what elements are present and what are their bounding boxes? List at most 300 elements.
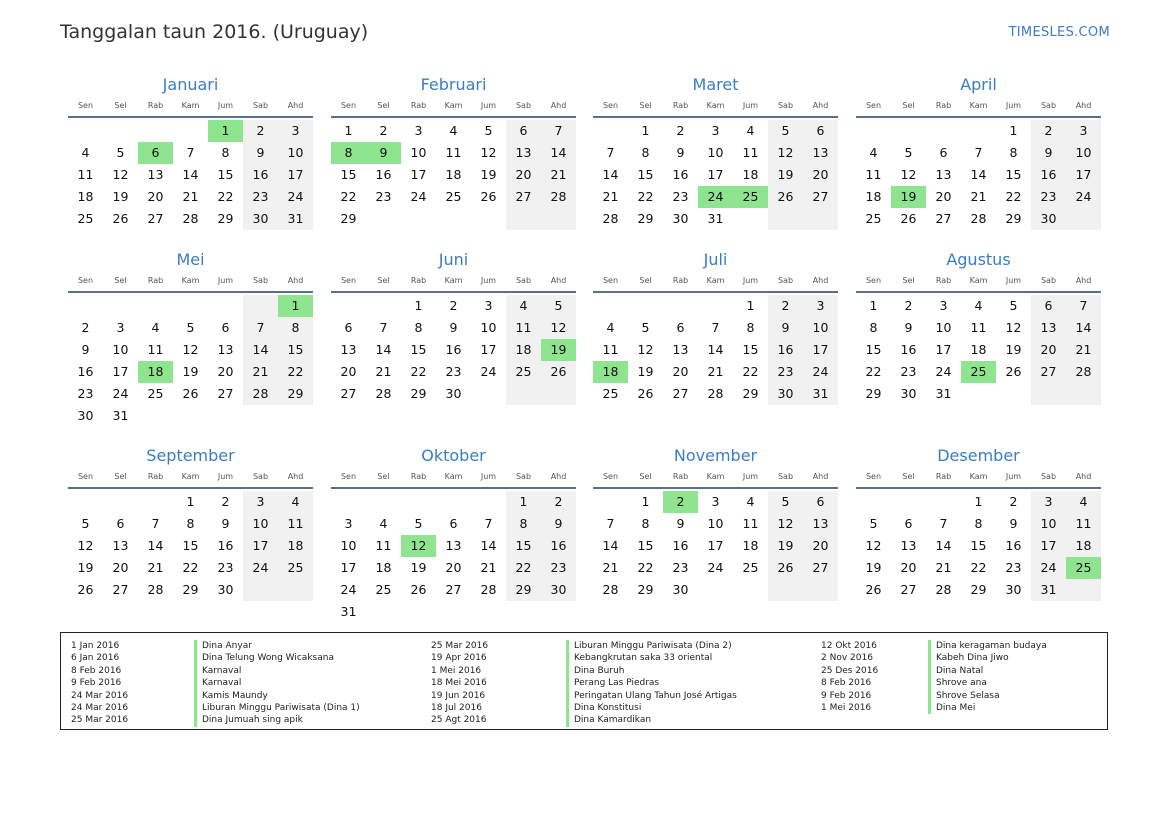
- day-cell: 6: [116, 516, 125, 531]
- day-cell: 17: [1040, 538, 1057, 553]
- day-cell: 22: [515, 560, 532, 575]
- day-grid: [856, 293, 1101, 428]
- holiday-day-cell: 2: [663, 491, 698, 513]
- day-cell: 3: [344, 516, 353, 531]
- day-cell: 13: [1040, 320, 1057, 335]
- day-cell: 24: [707, 560, 724, 575]
- day-cell: 21: [602, 560, 619, 575]
- day-cell: 28: [602, 211, 619, 226]
- day-cell: 6: [221, 320, 230, 335]
- day-cell: 30: [900, 386, 917, 401]
- day-cell: 10: [480, 320, 497, 335]
- day-cell: 11: [742, 516, 759, 531]
- day-cell: 4: [291, 494, 300, 509]
- holiday-day-cell: 12: [401, 535, 436, 557]
- weekday-label: Jum: [217, 472, 234, 481]
- day-cell: 5: [641, 320, 650, 335]
- holiday-day-cell: 1: [208, 120, 243, 142]
- weekday-label: Sel: [377, 276, 390, 285]
- day-cell: 23: [777, 364, 794, 379]
- day-cell: 26: [550, 364, 567, 379]
- day-grid: [331, 118, 576, 253]
- day-cell: 12: [637, 342, 654, 357]
- day-cell: 2: [554, 494, 563, 509]
- day-cell: 15: [637, 167, 654, 182]
- legend-date: 25 Agt 2016: [431, 715, 487, 726]
- day-cell: 11: [970, 320, 987, 335]
- holiday-day-cell: 8: [331, 142, 366, 164]
- day-cell: 17: [287, 167, 304, 182]
- day-cell: 10: [252, 516, 269, 531]
- day-cell: 20: [445, 560, 462, 575]
- day-cell: 3: [711, 494, 720, 509]
- day-cell: 12: [112, 167, 129, 182]
- weekday-label: Rab: [672, 101, 689, 110]
- day-cell: 20: [812, 538, 829, 553]
- day-cell: 7: [379, 320, 388, 335]
- day-cell: 5: [81, 516, 90, 531]
- day-cell: 15: [742, 342, 759, 357]
- day-cell: 21: [147, 560, 164, 575]
- day-cell: 18: [970, 342, 987, 357]
- weekday-header: [856, 472, 1101, 484]
- day-cell: 1: [519, 494, 528, 509]
- day-cell: 11: [445, 145, 462, 160]
- day-cell: 22: [637, 189, 654, 204]
- day-cell: 2: [781, 298, 790, 313]
- day-cell: 5: [554, 298, 563, 313]
- legend-names-1: [194, 640, 360, 727]
- day-cell: 1: [414, 298, 423, 313]
- day-cell: 14: [480, 538, 497, 553]
- day-cell: 24: [935, 364, 952, 379]
- day-cell: 18: [77, 189, 94, 204]
- day-cell: 16: [550, 538, 567, 553]
- holiday-day-cell: 18: [593, 361, 628, 383]
- day-cell: 14: [550, 145, 567, 160]
- weekday-header: [856, 101, 1101, 113]
- day-cell: 3: [1079, 123, 1088, 138]
- day-cell: 18: [515, 342, 532, 357]
- weekday-label: Sel: [114, 276, 127, 285]
- day-cell: 23: [900, 364, 917, 379]
- day-cell: 21: [1075, 342, 1092, 357]
- day-cell: 7: [484, 516, 493, 531]
- day-cell: 23: [1040, 189, 1057, 204]
- weekday-label: Sab: [1040, 101, 1057, 110]
- day-grid: [593, 118, 838, 253]
- day-cell: 8: [746, 320, 755, 335]
- day-cell: 7: [711, 320, 720, 335]
- day-cell: 5: [116, 145, 125, 160]
- day-cell: 29: [637, 582, 654, 597]
- day-cell: 13: [935, 167, 952, 182]
- weekday-label: Rab: [410, 472, 427, 481]
- month-juli: [593, 250, 838, 428]
- month-september: [68, 446, 313, 624]
- day-cell: 9: [256, 145, 265, 160]
- day-cell: 2: [221, 494, 230, 509]
- day-cell: 17: [340, 560, 357, 575]
- legend-holiday-name: Kamis Maundy: [194, 690, 360, 702]
- day-cell: 22: [970, 560, 987, 575]
- weekday-label: Sen: [340, 276, 357, 285]
- day-cell: 20: [217, 364, 234, 379]
- day-cell: 21: [375, 364, 392, 379]
- day-cell: 28: [935, 582, 952, 597]
- day-grid: [68, 118, 313, 253]
- day-cell: 24: [410, 189, 427, 204]
- day-cell: 14: [182, 167, 199, 182]
- day-cell: 4: [746, 494, 755, 509]
- day-cell: 14: [707, 342, 724, 357]
- day-cell: 8: [221, 145, 230, 160]
- day-cell: 28: [1075, 364, 1092, 379]
- legend-date: 6 Jan 2016: [71, 653, 120, 664]
- legend-holiday-name: Kabeh Dina Jiwo: [928, 652, 1047, 664]
- day-cell: 18: [742, 167, 759, 182]
- day-cell: 20: [515, 167, 532, 182]
- legend-holiday-name: Perang Las Piedras: [566, 677, 737, 689]
- day-cell: 10: [410, 145, 427, 160]
- day-cell: 9: [554, 516, 563, 531]
- weekday-label: Sen: [602, 101, 619, 110]
- day-cell: 19: [77, 560, 94, 575]
- day-cell: 14: [602, 538, 619, 553]
- day-cell: 29: [865, 386, 882, 401]
- holiday-day-cell: 25: [961, 361, 996, 383]
- day-cell: 30: [217, 582, 234, 597]
- weekday-label: Rab: [410, 276, 427, 285]
- day-cell: 30: [672, 211, 689, 226]
- day-cell: 20: [112, 560, 129, 575]
- day-cell: 27: [112, 582, 129, 597]
- weekday-label: Kam: [181, 276, 200, 285]
- day-cell: 15: [182, 538, 199, 553]
- legend-date: 8 Feb 2016: [821, 678, 872, 689]
- legend-date: 25 Des 2016: [821, 665, 879, 676]
- weekday-label: Sel: [902, 101, 915, 110]
- weekday-label: Sen: [77, 472, 94, 481]
- day-cell: 17: [707, 167, 724, 182]
- day-cell: 8: [291, 320, 300, 335]
- day-cell: 12: [77, 538, 94, 553]
- legend-date: 2 Nov 2016: [821, 653, 873, 664]
- day-cell: 28: [970, 211, 987, 226]
- day-cell: 19: [637, 364, 654, 379]
- day-cell: 29: [515, 582, 532, 597]
- day-cell: 11: [375, 538, 392, 553]
- day-cell: 7: [151, 516, 160, 531]
- month-name: Desember: [937, 446, 1020, 465]
- day-cell: 7: [974, 145, 983, 160]
- day-cell: 18: [287, 538, 304, 553]
- month-januari: [68, 75, 313, 253]
- day-cell: 10: [935, 320, 952, 335]
- day-cell: 24: [287, 189, 304, 204]
- day-cell: 18: [742, 538, 759, 553]
- day-cell: 1: [974, 494, 983, 509]
- day-cell: 13: [515, 145, 532, 160]
- day-cell: 19: [865, 560, 882, 575]
- day-cell: 6: [816, 123, 825, 138]
- legend-date: 18 Jul 2016: [431, 702, 482, 713]
- site-link[interactable]: TIMESLES.COM: [1008, 25, 1110, 40]
- day-cell: 13: [812, 145, 829, 160]
- day-cell: 8: [414, 320, 423, 335]
- legend-holiday-name: Peringatan Ulang Tahun José Artigas: [566, 690, 737, 702]
- day-cell: 17: [707, 538, 724, 553]
- day-cell: 5: [781, 123, 790, 138]
- day-cell: 9: [81, 342, 90, 357]
- day-cell: 15: [637, 538, 654, 553]
- legend-holiday-name: Shrove ana: [928, 677, 1047, 689]
- day-grid: [331, 293, 576, 428]
- day-cell: 19: [480, 167, 497, 182]
- day-cell: 28: [480, 582, 497, 597]
- day-cell: 30: [777, 386, 794, 401]
- day-cell: 11: [865, 167, 882, 182]
- legend-dates-2: [431, 640, 488, 727]
- day-cell: 14: [935, 538, 952, 553]
- month-juni: [331, 250, 576, 428]
- legend-date: 19 Apr 2016: [431, 653, 487, 664]
- day-cell: 12: [900, 167, 917, 182]
- day-cell: 2: [904, 298, 913, 313]
- weekday-label: Ahd: [550, 101, 567, 110]
- weekday-label: Sel: [639, 472, 652, 481]
- month-agustus: [856, 250, 1101, 428]
- day-cell: 23: [672, 189, 689, 204]
- day-cell: 26: [1005, 364, 1022, 379]
- weekday-label: Rab: [147, 472, 164, 481]
- day-cell: 13: [812, 516, 829, 531]
- day-cell: 16: [1040, 167, 1057, 182]
- day-cell: 6: [1044, 298, 1053, 313]
- day-cell: 28: [375, 386, 392, 401]
- legend-date: 24 Mar 2016: [71, 690, 129, 701]
- weekday-label: Jum: [217, 101, 234, 110]
- day-cell: 11: [287, 516, 304, 531]
- weekday-label: Sel: [114, 101, 127, 110]
- day-cell: 26: [900, 211, 917, 226]
- month-november: [593, 446, 838, 624]
- weekday-label: Sab: [252, 101, 269, 110]
- day-cell: 2: [81, 320, 90, 335]
- legend-names-2: [566, 640, 737, 727]
- day-cell: 14: [602, 167, 619, 182]
- day-cell: 9: [781, 320, 790, 335]
- month-april: [856, 75, 1101, 253]
- day-cell: 1: [1009, 123, 1018, 138]
- day-cell: 14: [1075, 320, 1092, 335]
- day-cell: 6: [449, 516, 458, 531]
- month-februari: [331, 75, 576, 253]
- day-cell: 1: [186, 494, 195, 509]
- day-cell: 20: [900, 560, 917, 575]
- day-cell: 6: [904, 516, 913, 531]
- day-cell: 1: [344, 123, 353, 138]
- day-cell: 9: [449, 320, 458, 335]
- day-cell: 21: [550, 167, 567, 182]
- day-cell: 30: [1040, 211, 1057, 226]
- day-cell: 24: [812, 364, 829, 379]
- day-cell: 15: [410, 342, 427, 357]
- day-cell: 5: [904, 145, 913, 160]
- weekday-label: Sen: [602, 472, 619, 481]
- day-cell: 19: [777, 167, 794, 182]
- day-cell: 12: [777, 145, 794, 160]
- day-cell: 21: [707, 364, 724, 379]
- day-cell: 18: [375, 560, 392, 575]
- legend-holiday-name: Dina Anyar: [194, 640, 360, 652]
- day-cell: 7: [186, 145, 195, 160]
- day-cell: 23: [217, 560, 234, 575]
- day-cell: 18: [1075, 538, 1092, 553]
- weekday-label: Sab: [1040, 472, 1057, 481]
- legend-names-3: [928, 640, 1047, 714]
- weekday-label: Jum: [1005, 276, 1022, 285]
- day-cell: 28: [182, 211, 199, 226]
- weekday-label: Ahd: [812, 276, 829, 285]
- weekday-label: Sab: [515, 472, 532, 481]
- day-cell: 8: [186, 516, 195, 531]
- month-name: Oktober: [421, 446, 486, 465]
- weekday-label: Sel: [377, 472, 390, 481]
- weekday-label: Sen: [340, 101, 357, 110]
- holiday-legend: [60, 632, 1108, 730]
- day-cell: 31: [707, 211, 724, 226]
- day-cell: 27: [812, 189, 829, 204]
- day-cell: 5: [186, 320, 195, 335]
- day-cell: 4: [746, 123, 755, 138]
- day-cell: 21: [935, 560, 952, 575]
- weekday-label: Kam: [706, 276, 725, 285]
- weekday-label: Rab: [147, 101, 164, 110]
- month-desember: [856, 446, 1101, 624]
- day-cell: 8: [869, 320, 878, 335]
- day-cell: 27: [340, 386, 357, 401]
- day-grid: [68, 489, 313, 624]
- month-mei: [68, 250, 313, 428]
- day-cell: 10: [812, 320, 829, 335]
- day-cell: 21: [970, 189, 987, 204]
- day-cell: 26: [777, 560, 794, 575]
- day-cell: 2: [256, 123, 265, 138]
- weekday-label: Sab: [777, 472, 794, 481]
- weekday-label: Rab: [935, 276, 952, 285]
- weekday-label: Sab: [515, 101, 532, 110]
- weekday-label: Jum: [742, 472, 759, 481]
- weekday-label: Ahd: [812, 101, 829, 110]
- day-cell: 15: [217, 167, 234, 182]
- day-cell: 30: [672, 582, 689, 597]
- day-cell: 27: [217, 386, 234, 401]
- day-grid: [331, 489, 576, 624]
- month-name: April: [960, 75, 997, 94]
- day-cell: 5: [414, 516, 423, 531]
- day-cell: 4: [379, 516, 388, 531]
- day-cell: 11: [77, 167, 94, 182]
- day-cell: 13: [445, 538, 462, 553]
- day-cell: 7: [939, 516, 948, 531]
- day-cell: 17: [935, 342, 952, 357]
- day-cell: 16: [672, 167, 689, 182]
- weekday-label: Sen: [77, 101, 94, 110]
- day-cell: 21: [480, 560, 497, 575]
- legend-holiday-name: Karnaval: [194, 677, 360, 689]
- day-cell: 10: [340, 538, 357, 553]
- day-cell: 16: [445, 342, 462, 357]
- day-cell: 13: [112, 538, 129, 553]
- weekday-header: [68, 276, 313, 288]
- month-name: Juli: [703, 250, 728, 269]
- holiday-day-cell: 25: [1066, 557, 1101, 579]
- holiday-day-cell: 19: [541, 339, 576, 361]
- weekday-label: Sen: [865, 101, 882, 110]
- day-cell: 3: [116, 320, 125, 335]
- weekday-label: Rab: [935, 101, 952, 110]
- weekday-label: Sen: [77, 276, 94, 285]
- day-cell: 19: [777, 538, 794, 553]
- day-cell: 3: [291, 123, 300, 138]
- day-cell: 14: [970, 167, 987, 182]
- day-cell: 20: [147, 189, 164, 204]
- day-cell: 30: [252, 211, 269, 226]
- day-cell: 26: [777, 189, 794, 204]
- day-cell: 2: [1044, 123, 1053, 138]
- day-cell: 2: [1009, 494, 1018, 509]
- weekday-label: Sel: [902, 472, 915, 481]
- day-cell: 12: [550, 320, 567, 335]
- month-name: Agustus: [946, 250, 1011, 269]
- day-cell: 25: [77, 211, 94, 226]
- day-cell: 17: [1075, 167, 1092, 182]
- weekday-label: Kam: [706, 101, 725, 110]
- day-cell: 22: [637, 560, 654, 575]
- month-name: Mei: [176, 250, 205, 269]
- legend-holiday-name: Liburan Minggu Pariwisata (Dina 1): [194, 702, 360, 714]
- legend-holiday-name: Kebangkrutan saka 33 oriental: [566, 652, 737, 664]
- day-cell: 19: [1005, 342, 1022, 357]
- day-cell: 26: [77, 582, 94, 597]
- day-cell: 27: [445, 582, 462, 597]
- weekday-label: Rab: [410, 101, 427, 110]
- day-cell: 20: [812, 167, 829, 182]
- day-cell: 31: [812, 386, 829, 401]
- day-cell: 3: [414, 123, 423, 138]
- day-cell: 31: [935, 386, 952, 401]
- day-cell: 4: [1079, 494, 1088, 509]
- weekday-label: Sab: [777, 276, 794, 285]
- legend-holiday-name: Dina Natal: [928, 665, 1047, 677]
- day-cell: 12: [777, 516, 794, 531]
- day-cell: 4: [519, 298, 528, 313]
- day-cell: 20: [672, 364, 689, 379]
- month-name: Juni: [438, 250, 469, 269]
- day-cell: 15: [287, 342, 304, 357]
- weekday-header: [331, 101, 576, 113]
- day-cell: 19: [112, 189, 129, 204]
- weekday-label: Jum: [480, 472, 497, 481]
- day-cell: 16: [900, 342, 917, 357]
- day-cell: 25: [742, 560, 759, 575]
- day-cell: 3: [816, 298, 825, 313]
- weekday-label: Ahd: [1075, 101, 1092, 110]
- day-cell: 27: [900, 582, 917, 597]
- day-cell: 16: [77, 364, 94, 379]
- day-cell: 4: [869, 145, 878, 160]
